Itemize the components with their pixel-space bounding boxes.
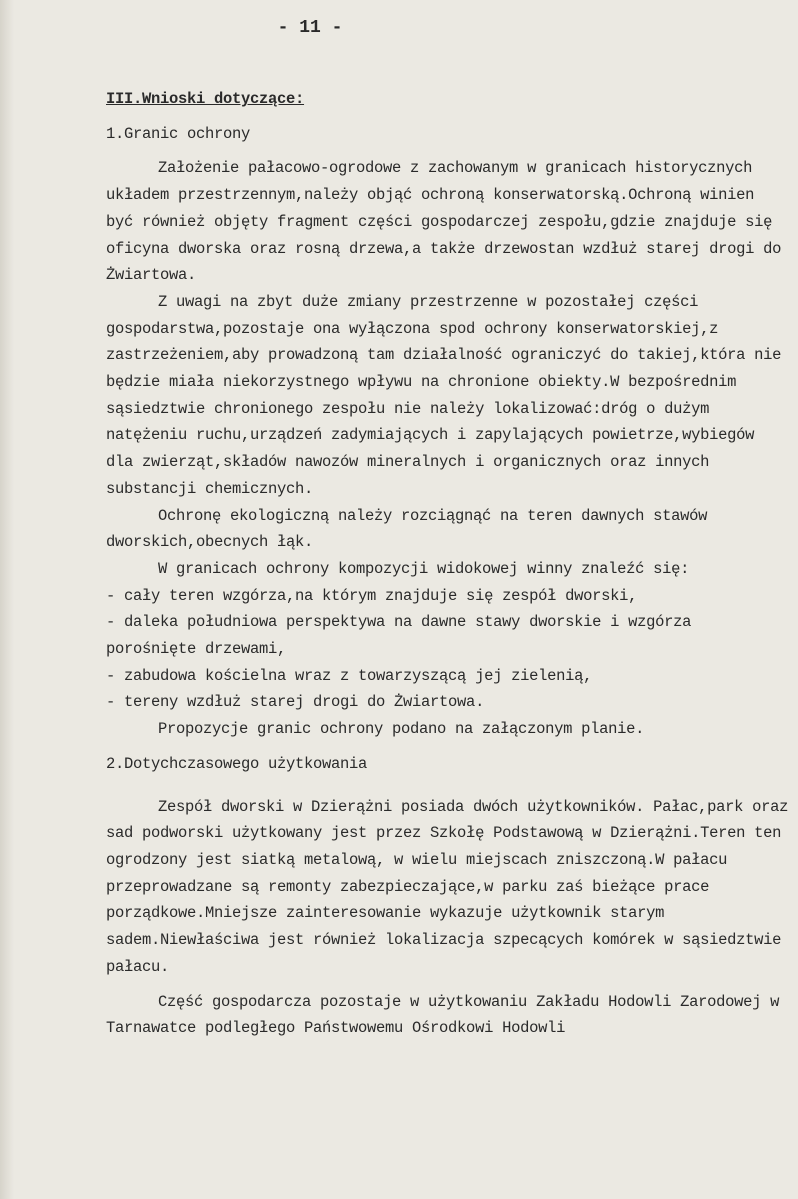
protection-list — [106, 583, 790, 717]
list-item: - zabudowa kościelna wraz z towarzyszącą jej zielenią, — [106, 666, 593, 685]
page-edge-shadow — [0, 0, 14, 1199]
list-item: - cały teren wzgórza,na którym znajduje się zespół dworski, — [106, 586, 638, 605]
paragraph: W granicach ochrony kompozycji widokowej winny znaleźć się: — [158, 559, 690, 578]
paragraph: Z uwagi na zbyt duże zmiany przestrzenne w pozostałej części gospodarstwa,pozostaje ona wyłączona spod ochrony konserwatorskiej,z zastrzeżeniem,aby prowadzoną tam działalność ograniczyć do takiej,która nie będzie miała niekorzystnego wpływu na chronione obiekty.W bezpośrednim sąsiedztwie chronionego zespołu nie należy lokalizować:dróg o dużym natężeniu ruchu,urządzeń zadymiających i zapylających powietrze,wybiegów dla zwierząt,składów nawozów mineralnych i organicznych oraz innych substancji chemicznych. — [106, 292, 782, 498]
subsection-title-boundaries: 1.Granic ochrony — [106, 124, 251, 143]
paragraph: Założenie pałacowo-ogrodowe z zachowanym w granicach historycznych układem przestrzennym,należy objąć ochroną konserwatorską.Ochroną winien być również objęty fragment części gospodarczej zespołu,gdzie znajduje się oficyna dworska oraz rosną drzewa,a także drzewostan wzdłuż starej drogi do Żwiartowa. — [106, 159, 782, 285]
list-item: - tereny wzdłuż starej drogi do Żwiartowa. — [106, 693, 485, 712]
paragraph: Propozycje granic ochrony podano na załączonym planie. — [158, 720, 645, 739]
paragraph: Zespół dworski w Dzierążni posiada dwóch użytkowników. Pałac,park oraz sad podworski użytkowany jest przez Szkołę Podstawową w Dzierążni.Teren ten ogrodzony jest siatką metalową, w wielu miejscach zniszczoną.W pałacu przeprowadzane są remonty zabezpieczające,w parku zaś bieżące prace porządkowe.Mniejsze zainteresowanie wykazuje użytkownik starym sadem.Niewłaściwa jest również lokalizacja szpecących komórek w sąsiedztwie pałacu. — [106, 797, 789, 976]
paragraph: Ochronę ekologiczną należy rozciągnąć na teren dawnych stawów dworskich,obecnych łąk. — [106, 506, 708, 552]
list-item: - daleka południowa perspektywa na dawne stawy dworskie i wzgórza porośnięte drzewami, — [106, 613, 692, 659]
paragraph: Część gospodarcza pozostaje w użytkowaniu Zakładu Hodowli Zarodowej w Tarnawatce podległego Państwowemu Ośrodkowi Hodowli — [106, 992, 780, 1038]
section-title: III.Wnioski dotyczące: — [106, 90, 305, 108]
document-body — [106, 86, 790, 1042]
page-number: - 11 - — [277, 18, 343, 38]
subsection-title-usage: 2.Dotychczasowego użytkowania — [106, 754, 368, 773]
